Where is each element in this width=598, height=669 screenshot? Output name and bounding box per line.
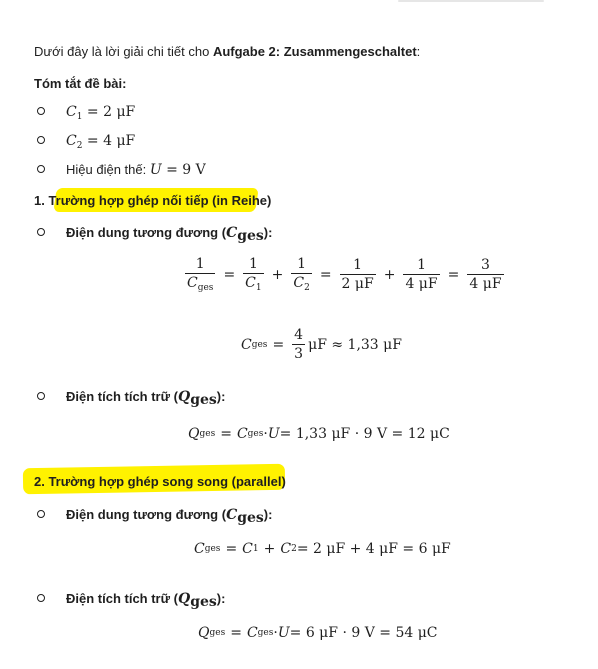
symbol: U bbox=[267, 426, 280, 442]
symbol: C bbox=[236, 426, 248, 442]
voltage-label: Hiệu điện thế: bbox=[66, 162, 150, 177]
series-equation-2: C ges = $\frac{4}{3}$ μF ≈ 1,33 μF bbox=[241, 327, 402, 362]
numerator: 3 bbox=[480, 257, 490, 273]
symbol: C bbox=[242, 541, 253, 557]
c1-symbol: C bbox=[66, 104, 77, 120]
symbol: Q bbox=[198, 625, 210, 641]
label-text: Điện tích tích trữ ( bbox=[66, 389, 178, 404]
subscript: ges bbox=[209, 628, 226, 638]
fraction bbox=[467, 257, 503, 292]
given-voltage bbox=[66, 161, 206, 179]
numerator: 4 bbox=[294, 327, 304, 343]
denominator: 2 μF bbox=[341, 276, 374, 292]
denominator: 4 μF bbox=[469, 276, 502, 292]
symbol: Q bbox=[177, 591, 191, 607]
parallel-capacitance-label bbox=[66, 506, 272, 527]
label-text: Điện dung tương đương ( bbox=[66, 225, 227, 240]
den-symbol: C bbox=[293, 275, 305, 291]
series-capacitance-label bbox=[66, 224, 272, 245]
numerator: 1 bbox=[417, 257, 426, 273]
equation-tail: = 2 μF + 4 μF = 6 μF bbox=[296, 541, 451, 557]
parallel-equation-1: C ges = C 1 + C 2 = 2 μF + 4 μF = 6 μF bbox=[194, 541, 451, 557]
fraction bbox=[185, 256, 215, 293]
bullet-icon bbox=[37, 165, 45, 173]
label-close: ): bbox=[216, 591, 226, 606]
denominator bbox=[291, 273, 311, 293]
parallel-equation-2: Q ges = C ges · U = 6 μF · 9 V = 54 μC bbox=[198, 625, 438, 641]
subscript: ges bbox=[251, 339, 268, 350]
subscript: ges bbox=[247, 429, 264, 439]
symbol: U bbox=[277, 625, 290, 641]
operator: · bbox=[263, 426, 268, 442]
top-scroll-bar bbox=[398, 0, 544, 2]
subscript: ges bbox=[237, 228, 264, 244]
fraction bbox=[291, 256, 311, 293]
bullet-icon bbox=[37, 392, 45, 400]
c2-subscript: 2 bbox=[76, 141, 83, 151]
den-subscript: ges bbox=[197, 283, 214, 293]
denominator: 4 μF bbox=[405, 276, 438, 292]
intro-task-title: Aufgabe 2: Zusammengeschaltet bbox=[212, 44, 417, 59]
equation-tail: = 6 μF · 9 V = 54 μC bbox=[289, 625, 438, 641]
symbol: C bbox=[246, 625, 258, 641]
symbol: Q bbox=[188, 426, 200, 442]
symbol: C bbox=[194, 541, 205, 557]
c1-value: = 2 μF bbox=[82, 104, 136, 120]
subscript: 1 bbox=[252, 544, 259, 554]
label-close: ): bbox=[263, 225, 273, 240]
equation-tail: μF ≈ 1,33 μF bbox=[308, 336, 402, 353]
series-equation-3: Q ges = C ges · U = 1,33 μF · 9 V = 12 μC bbox=[188, 426, 450, 442]
voltage-symbol: U bbox=[149, 162, 162, 178]
label-close: ): bbox=[263, 507, 273, 522]
den-subscript: 2 bbox=[304, 283, 310, 293]
intro-prefix: Dưới đây là lời giải chi tiết cho bbox=[34, 44, 213, 59]
fraction bbox=[243, 256, 263, 293]
given-c2 bbox=[66, 132, 135, 155]
fraction bbox=[340, 257, 376, 292]
denominator bbox=[243, 273, 263, 293]
symbol: C bbox=[226, 225, 238, 241]
bullet-icon bbox=[37, 107, 45, 115]
intro-suffix: : bbox=[416, 44, 421, 59]
symbol: Q bbox=[177, 389, 191, 405]
fraction bbox=[403, 257, 439, 292]
den-subscript: 1 bbox=[255, 283, 262, 293]
c2-value: = 4 μF bbox=[82, 133, 136, 149]
den-symbol: C bbox=[245, 275, 256, 291]
numerator: 1 bbox=[353, 257, 363, 273]
subscript: ges bbox=[237, 510, 264, 526]
c2-symbol: C bbox=[66, 133, 77, 149]
parallel-charge-label bbox=[66, 590, 225, 611]
series-charge-label bbox=[66, 388, 225, 409]
section1-heading: 1. Trường hợp ghép nối tiếp (in Reihe) bbox=[34, 193, 272, 208]
summary-heading: Tóm tắt đề bài: bbox=[34, 76, 127, 91]
operator: · bbox=[273, 625, 278, 641]
symbol: C bbox=[280, 541, 292, 557]
subscript: ges bbox=[199, 429, 216, 439]
label-text: Điện dung tương đương ( bbox=[66, 507, 227, 522]
label-text: Điện tích tích trữ ( bbox=[66, 591, 178, 606]
den-symbol: C bbox=[187, 275, 198, 291]
denominator bbox=[185, 273, 215, 293]
bullet-icon bbox=[37, 136, 45, 144]
symbol: C bbox=[241, 336, 252, 353]
intro-text bbox=[34, 43, 420, 61]
label-close: ): bbox=[216, 389, 226, 404]
bullet-icon bbox=[37, 228, 45, 236]
denominator: 3 bbox=[294, 346, 304, 362]
numerator: 1 bbox=[248, 256, 258, 272]
given-c1 bbox=[66, 103, 135, 126]
subscript: ges bbox=[190, 594, 217, 610]
fraction bbox=[292, 327, 305, 362]
subscript: 2 bbox=[291, 544, 297, 554]
numerator: 1 bbox=[297, 256, 307, 272]
symbol: C bbox=[226, 507, 238, 523]
bullet-icon bbox=[37, 510, 45, 518]
equation-tail: = 1,33 μF · 9 V = 12 μC bbox=[279, 426, 450, 442]
series-equation-1: $\frac{1}{C_{ges}}$ = $\frac{1}{C_1}$ + $\frac{1}{C_2}$ = $\frac{1}{2 \mu F}$ + $\frac{1}{4 \mu F}$ = $\frac{3}{4 \mu F}$ bbox=[187, 256, 502, 293]
voltage-value: = 9 V bbox=[161, 162, 206, 178]
c1-subscript: 1 bbox=[76, 112, 83, 122]
subscript: ges bbox=[204, 544, 221, 554]
numerator: 1 bbox=[195, 256, 205, 272]
section2-heading: 2. Trường hợp ghép song song (parallel) bbox=[34, 474, 286, 489]
subscript: ges bbox=[257, 628, 274, 638]
subscript: ges bbox=[190, 392, 217, 408]
bullet-icon bbox=[37, 594, 45, 602]
